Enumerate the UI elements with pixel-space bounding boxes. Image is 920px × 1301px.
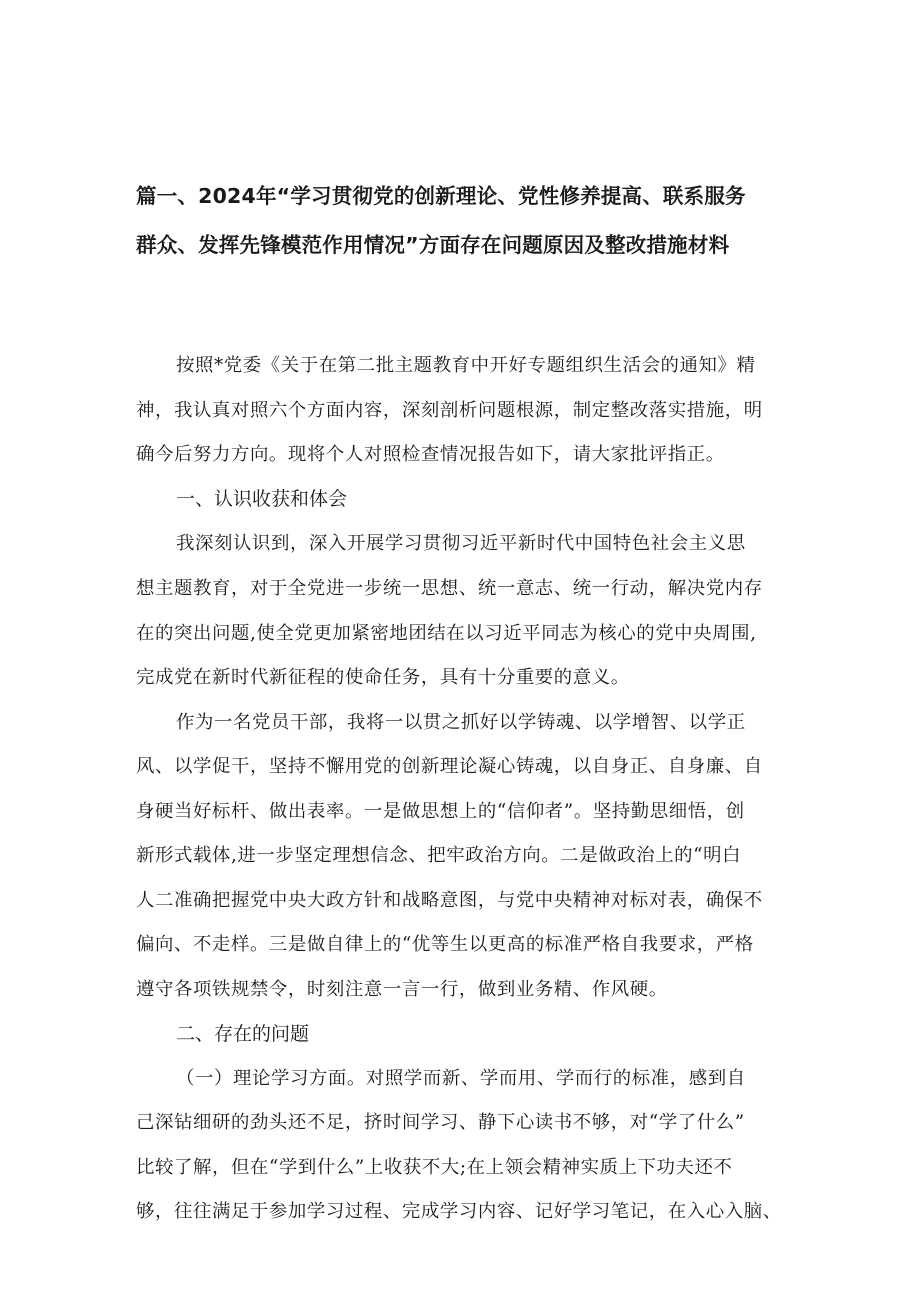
paragraph-line: （一）理论学习方面。对照学而新、学而用、学而行的标准，感到自 xyxy=(176,1068,746,1089)
paragraph-line: 遵守各项铁规禁令，时刻注意一言一行，做到业务精、作风硬。 xyxy=(136,979,668,1000)
intro-line: 确今后努力方向。现将个人对照检查情况报告如下，请大家批评指正。 xyxy=(136,444,725,465)
paragraph-line: 比较了解，但在“学到什么”上收获不大;在上领会精神实质上下功夫还不 xyxy=(136,1157,733,1178)
paragraph-line: 偏向、不走样。三是做自律上的“优等生以更高的标准严格自我要求，严格 xyxy=(136,934,754,955)
paragraph-line: 己深钻细研的劲头还不足，挤时间学习、静下心读书不够，对“学了什么” xyxy=(136,1112,745,1133)
intro-line: 按照*党委《关于在第二批主题教育中开好专题组织生活会的通知》精 xyxy=(176,355,756,376)
paragraph-line: 身硬当好标杆、做出表率。一是做思想上的“信仰者”。坚持勤思细悟，创 xyxy=(136,801,745,822)
section-heading: 二、存在的问题 xyxy=(176,1023,310,1045)
paragraph-line: 风、以学促干，坚持不懈用党的创新理论凝心铸魂，以自身正、自身廉、自 xyxy=(136,756,763,777)
section-heading: 一、认识收获和体会 xyxy=(176,488,348,510)
paragraph-line: 我深刻认识到，深入开展学习贯彻习近平新时代中国特色社会主义思 xyxy=(176,533,746,554)
document-title-line-1: 篇一、2024年“学习贯彻党的创新理论、党性修养提高、联系服务 xyxy=(136,184,746,208)
paragraph-line: 新形式载体,进一步坚定理想信念、把牢政治方向。二是做政治上的“明白 xyxy=(136,845,742,866)
intro-line: 神，我认真对照六个方面内容，深刻剖析问题根源，制定整改落实措施，明 xyxy=(136,400,763,421)
paragraph-line: 在的突出问题,使全党更加紧密地团结在以习近平同志为核心的党中央周围, xyxy=(136,623,757,644)
paragraph-line: 够，往往满足于参加学习过程、完成学习内容、记好学习笔记，在入心入脑、 xyxy=(136,1201,782,1222)
document-title-line-2: 群众、发挥先锋模范作用情况”方面存在问题原因及整改措施材料 xyxy=(136,233,730,257)
paragraph-line: 人二准确把握党中央大政方针和战略意图，与党中央精神对标对表，确保不 xyxy=(136,890,763,911)
paragraph-line: 作为一名党员干部，我将一以贯之抓好以学铸魂、以学增智、以学正 xyxy=(176,712,746,733)
paragraph-line: 完成党在新时代新征程的使命任务，具有十分重要的意义。 xyxy=(136,667,630,688)
paragraph-line: 想主题教育，对于全党进一步统一思想、统一意志、统一行动，解决党内存 xyxy=(136,578,763,599)
